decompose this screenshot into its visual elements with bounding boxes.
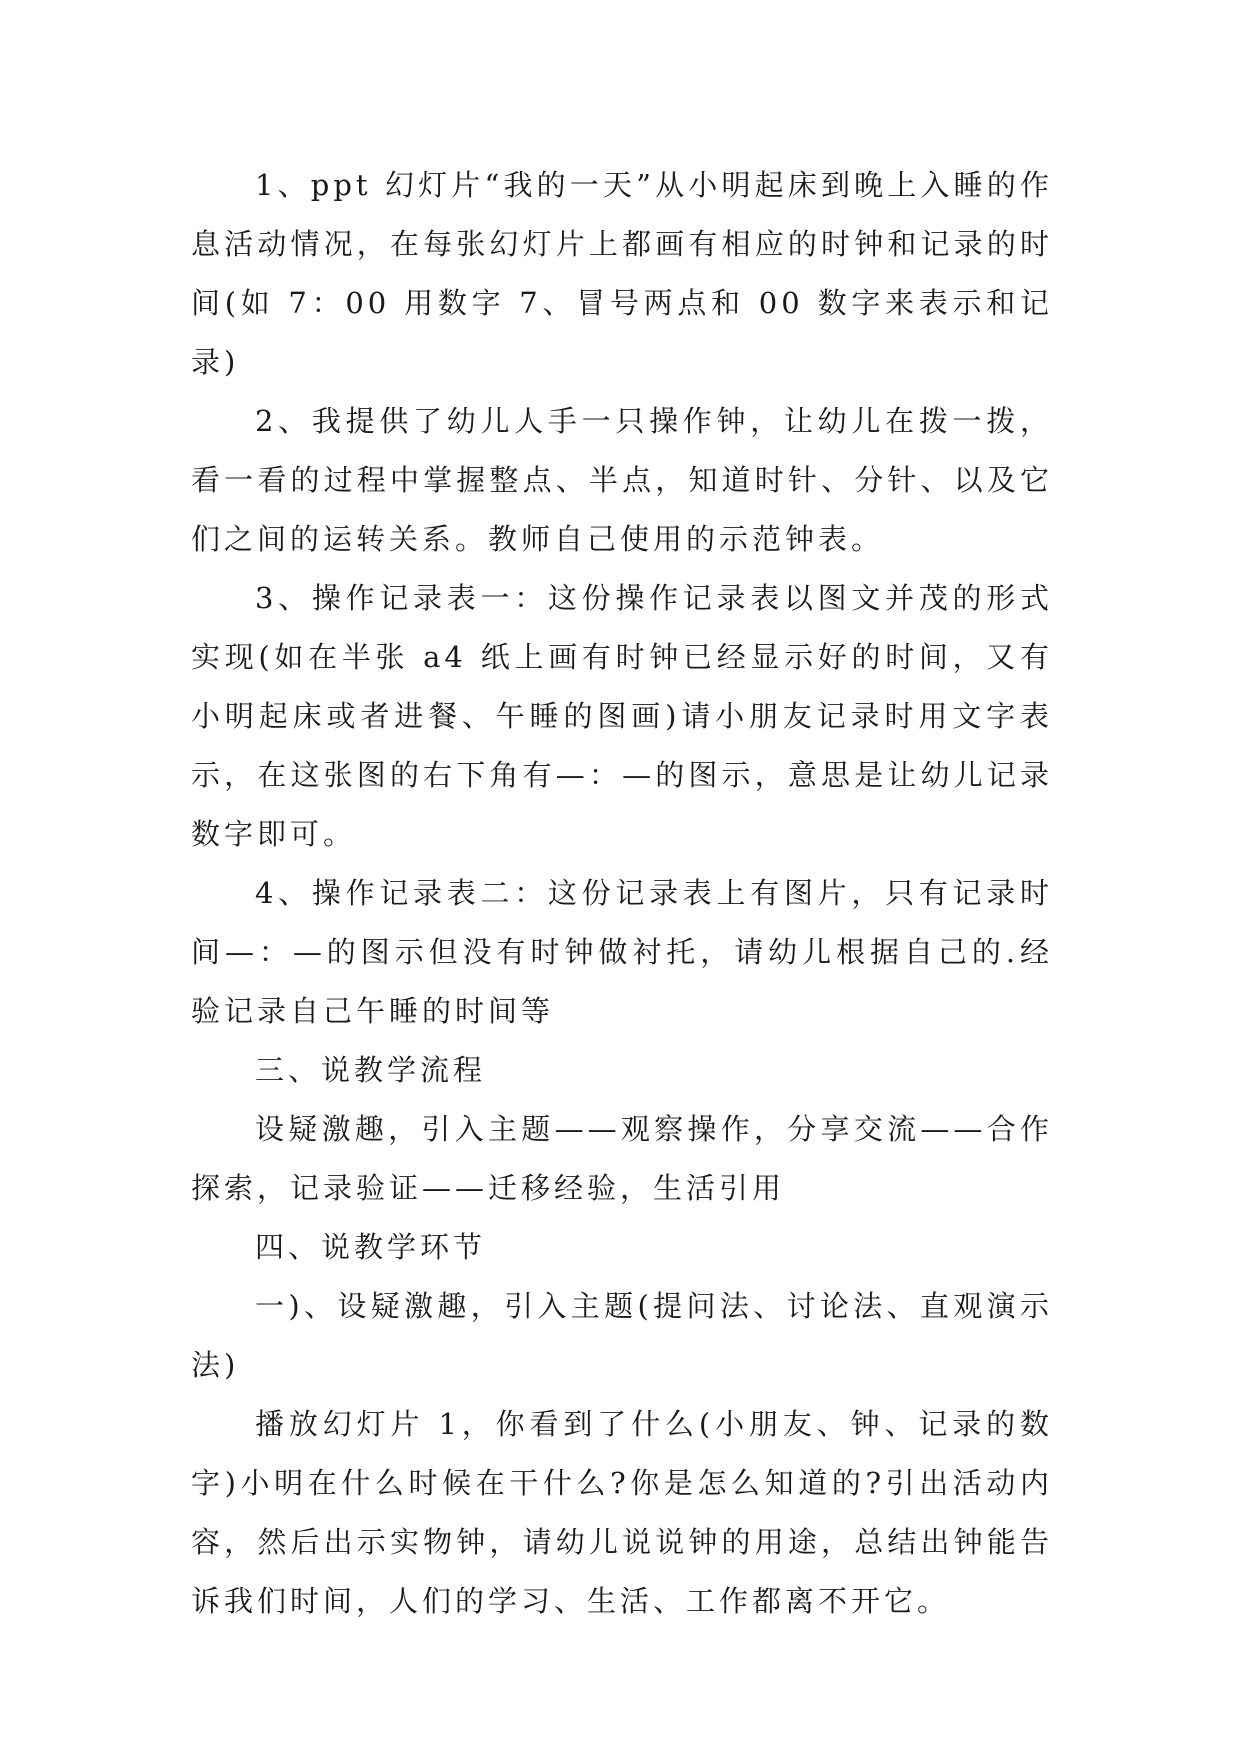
heading-teaching-steps: 四、说教学环节 bbox=[255, 1230, 487, 1264]
paragraph-record-sheet-one: 3、操作记录表一：这份操作记录表以图文并茂的形式实现(如在半张 a4 纸上画有时钟已经显示好的时间，又有小明起床或者进餐、午睡的图画)请小朋友记录时用文字表示，在这张图的右下角有—：—的图示，意思是让幼儿记录数字即可。 bbox=[191, 581, 1053, 851]
paragraph-materials-clock: 2、我提供了幼儿人手一只操作钟，让幼儿在拨一拨，看一看的过程中掌握整点、半点，知道时针、分针、以及它们之间的运转关系。教师自己使用的示范钟表。 bbox=[191, 404, 1053, 556]
paragraph-process-flow: 设疑激趣，引入主题——观察操作，分享交流——合作探索，记录验证——迁移经验，生活引用 bbox=[191, 1112, 1053, 1205]
paragraph-step-one-detail: 播放幻灯片 1，你看到了什么(小朋友、钟、记录的数字)小明在什么时候在干什么?你是怎么知道的?引出活动内容，然后出示实物钟，请幼儿说说钟的用途，总结出钟能告诉我们时间，人们的学习、生活、工作都离不开它。 bbox=[191, 1407, 1053, 1618]
heading-teaching-process: 三、说教学流程 bbox=[255, 1053, 487, 1087]
subheading-step-one: 一)、设疑激趣，引入主题(提问法、讨论法、直观演示法) bbox=[191, 1289, 1053, 1382]
paragraph-record-sheet-two: 4、操作记录表二：这份记录表上有图片，只有记录时间—：—的图示但没有时钟做衬托，请幼儿根据自己的.经验记录自己午睡的时间等 bbox=[191, 876, 1053, 1028]
paragraph-materials-slides: 1、ppt 幻灯片“我的一天”从小明起床到晚上入睡的作息活动情况，在每张幻灯片上都画有相应的时钟和记录的时间(如 7：00 用数字 7、冒号两点和 00 数字来表示和记录) bbox=[191, 168, 1053, 379]
document-body bbox=[191, 156, 1053, 1631]
